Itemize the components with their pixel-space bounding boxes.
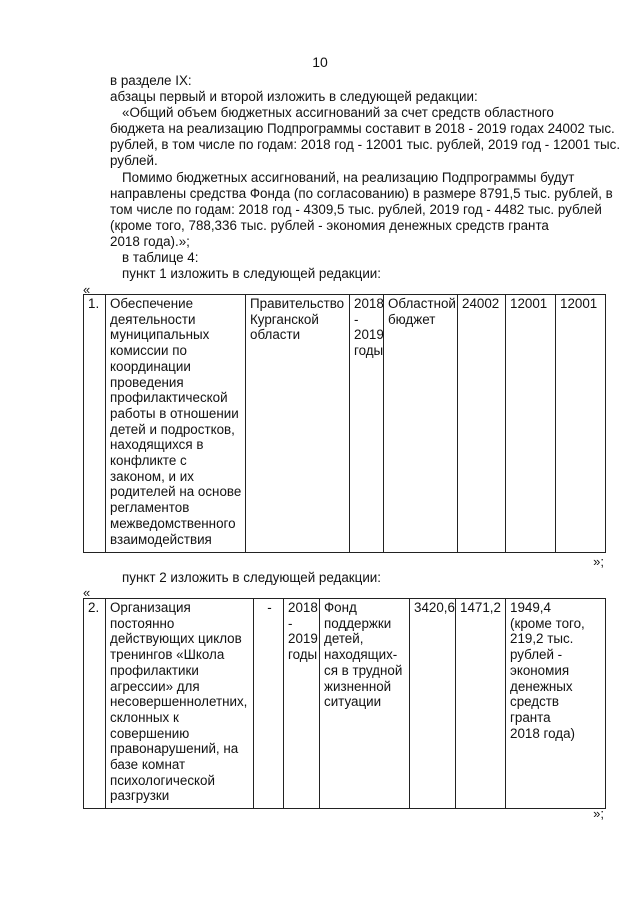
item-2-instruction: пункт 2 изложить в следующей редакции: [122,570,381,585]
period: 2018 - 2019 годы [350,295,384,553]
funding-source: Фонд поддержки детей, находящих- ся в трудной жизненной ситуации [320,599,410,809]
amount-2019: 1949,4 (кроме того, 219,2 тыс. рублей - экономия денежных средств гранта 2018 года) [506,599,606,809]
open-quote-1: « [83,282,91,297]
total-amount: 3420,6 [410,599,456,809]
measure-name: Обеспечение деятельности муниципальных комиссии по координации проведения профилактической работы в отношении детей и подростков, находящихся в конфликте с законом, и их родителей на основе регламентов межведомственного взаимодействия [106,295,246,553]
amount-2018: 12001 [506,295,556,553]
section-heading [110,73,606,105]
paragraph-2-line: 2018 года).»; [110,234,190,249]
table-reference: в таблице 4: [122,250,199,265]
item-1-instruction: пункт 1 изложить в следующей редакции: [122,266,381,281]
row-number: 2. [84,599,106,809]
row-number: 1. [84,295,106,553]
paragraph-2-line: Помимо бюджетных ассигнований, на реализацию Подпрограммы будут [122,170,575,185]
paragraph-1-line: «Общий объем бюджетных ассигнований за счет средств областного [122,105,554,120]
section-heading-text: в разделе IX: [110,73,192,88]
paragraph-1-cont [110,121,621,169]
measure-name: Организация постоянно действующих циклов тренингов «Школа профилактики агрессии» для несовершеннолетних, склонных к совершению правонарушений, на базе комнат психологической разгрузки [106,599,254,809]
table-row [84,599,606,809]
period: 2018 - 2019 годы [284,599,320,809]
executor: Правительство Курганской области [246,295,350,553]
open-quote-2: « [83,585,91,600]
paragraph-1-line: бюджета на реализацию Подпрограммы составит в 2018 - 2019 годах 24002 тыс. [110,121,615,136]
funding-source: Областной бюджет [384,295,458,553]
paragraph-2 [122,170,606,186]
amount-2018: 1471,2 [456,599,506,809]
close-quote-2: »; [593,806,604,821]
paragraph-2-cont [110,186,613,250]
total-amount: 24002 [458,295,506,553]
paragraph-2-line: (кроме того, 788,336 тыс. рублей - экономия денежных средств гранта [110,218,549,233]
paragraph-1-line: рублей. [110,153,158,168]
executor: - [254,599,284,809]
amount-2019: 12001 [556,295,606,553]
table-instructions [122,250,606,282]
table-row-2 [83,598,606,809]
close-quote-1: »; [593,554,604,569]
paragraph-1 [122,105,606,121]
page-number: 10 [312,54,328,70]
paragraph-1-line: рублей, в том числе по годам: 2018 год - 12001 тыс. рублей, 2019 год - 12001 тыс. [110,137,621,152]
instruction-paragraphs: абзацы первый и второй изложить в следующей редакции: [110,89,478,104]
table-row-1 [83,294,606,553]
paragraph-2-line: том числе по годам: 2018 год - 4309,5 тыс. рублей, 2019 год - 4482 тыс. рублей [110,202,602,217]
table-row [84,295,606,553]
item-2-instruction-block [122,570,606,586]
paragraph-2-line: направлены средства Фонда (по согласованию) в размере 8791,5 тыс. рублей, в [110,186,613,201]
